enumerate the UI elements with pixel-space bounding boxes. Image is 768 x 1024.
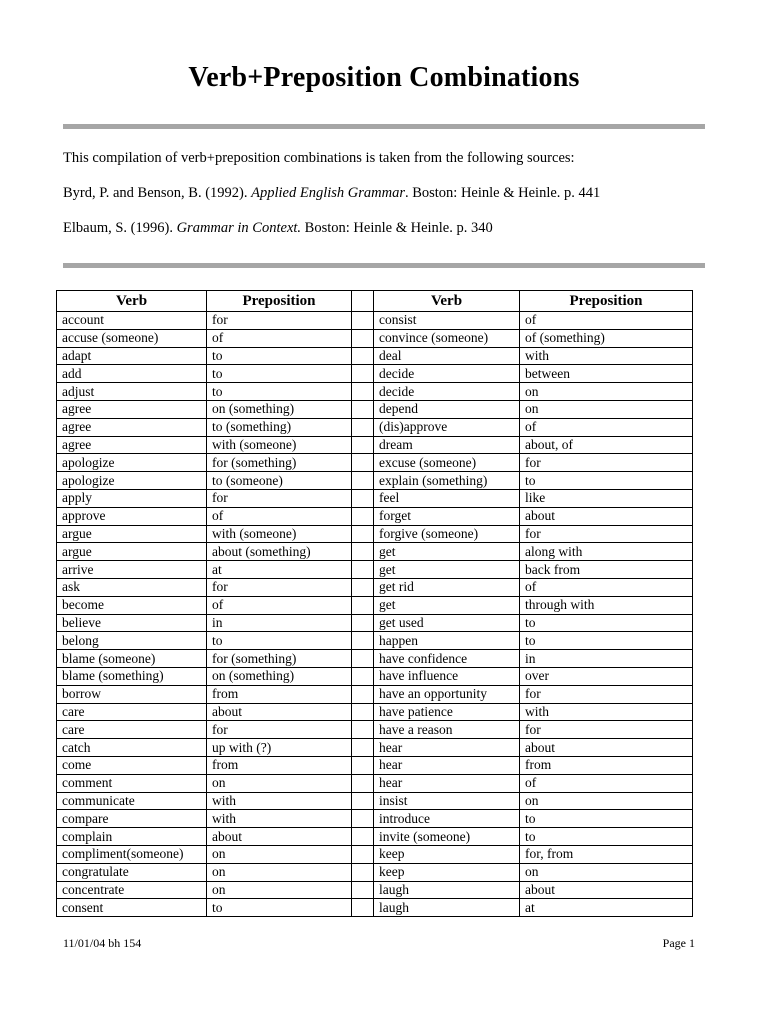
table-row [57, 365, 693, 383]
verb-cell: comment [57, 774, 207, 792]
spacer-cell [352, 312, 374, 330]
preposition-cell: with [520, 703, 693, 721]
verb-cell: feel [374, 489, 520, 507]
table-row [57, 383, 693, 401]
table-row [57, 632, 693, 650]
preposition-cell: for [207, 312, 352, 330]
verb-cell: blame (something) [57, 667, 207, 685]
spacer-cell [352, 685, 374, 703]
preposition-cell: from [520, 756, 693, 774]
verb-cell: apply [57, 489, 207, 507]
source-2-publisher: Boston: Heinle & Heinle. p. 340 [301, 220, 493, 236]
verb-cell: insist [374, 792, 520, 810]
verb-cell: forgive (someone) [374, 525, 520, 543]
verb-cell: congratulate [57, 863, 207, 881]
spacer-cell [352, 774, 374, 792]
spacer-cell [352, 383, 374, 401]
verb-cell: laugh [374, 899, 520, 917]
spacer-cell [352, 418, 374, 436]
verb-cell: care [57, 703, 207, 721]
preposition-cell: to [207, 365, 352, 383]
preposition-cell: with [207, 810, 352, 828]
document-title: Verb+Preposition Combinations [188, 62, 580, 93]
source-2-authors: Elbaum, S. (1996). [63, 220, 177, 236]
spacer-cell [352, 596, 374, 614]
column-header-verb-2: Verb [374, 291, 520, 312]
spacer-cell [352, 881, 374, 899]
preposition-cell: with [520, 347, 693, 365]
verb-cell: catch [57, 739, 207, 757]
preposition-cell: up with (?) [207, 739, 352, 757]
preposition-cell: of (something) [520, 329, 693, 347]
spacer-cell [352, 863, 374, 881]
spacer-cell [352, 667, 374, 685]
verb-cell: concentrate [57, 881, 207, 899]
verb-cell: ask [57, 578, 207, 596]
table-row [57, 436, 693, 454]
preposition-cell: of [520, 578, 693, 596]
verb-cell: compliment(someone) [57, 845, 207, 863]
preposition-cell: for [207, 721, 352, 739]
preposition-cell: for [207, 489, 352, 507]
spacer-cell [352, 828, 374, 846]
preposition-cell: in [520, 650, 693, 668]
preposition-cell: in [207, 614, 352, 632]
column-header-verb: Verb [57, 291, 207, 312]
preposition-cell: to (something) [207, 418, 352, 436]
verb-cell: apologize [57, 454, 207, 472]
preposition-cell: for [520, 721, 693, 739]
spacer-cell [352, 756, 374, 774]
verb-cell: care [57, 721, 207, 739]
preposition-cell: on (something) [207, 400, 352, 418]
preposition-cell: with [207, 792, 352, 810]
verb-cell: (dis)approve [374, 418, 520, 436]
preposition-cell: on [207, 863, 352, 881]
verb-cell: hear [374, 739, 520, 757]
verb-cell: borrow [57, 685, 207, 703]
table-row [57, 614, 693, 632]
verb-cell: decide [374, 365, 520, 383]
preposition-cell: on [520, 383, 693, 401]
table-header-row [57, 291, 693, 312]
verb-cell: complain [57, 828, 207, 846]
preposition-cell: to [207, 347, 352, 365]
preposition-cell: for [520, 525, 693, 543]
intro-text: This compilation of verb+preposition combinations is taken from the following sources: [63, 150, 575, 166]
spacer-cell [352, 525, 374, 543]
verb-cell: hear [374, 774, 520, 792]
preposition-cell: for [207, 578, 352, 596]
verb-cell: argue [57, 543, 207, 561]
footer-page-number: Page 1 [662, 936, 695, 950]
preposition-cell: on (something) [207, 667, 352, 685]
spacer-cell [352, 899, 374, 917]
verb-cell: have a reason [374, 721, 520, 739]
verb-cell: invite (someone) [374, 828, 520, 846]
spacer-cell [352, 347, 374, 365]
preposition-cell: along with [520, 543, 693, 561]
preposition-cell: through with [520, 596, 693, 614]
verb-cell: happen [374, 632, 520, 650]
preposition-cell: for [520, 685, 693, 703]
preposition-cell: of [207, 507, 352, 525]
preposition-cell: between [520, 365, 693, 383]
preposition-cell: from [207, 756, 352, 774]
preposition-cell: to [207, 899, 352, 917]
preposition-cell: to [520, 614, 693, 632]
table-row [57, 650, 693, 668]
verb-cell: come [57, 756, 207, 774]
preposition-cell: for (something) [207, 650, 352, 668]
spacer-cell [352, 507, 374, 525]
verb-cell: become [57, 596, 207, 614]
verb-cell: deal [374, 347, 520, 365]
table-row [57, 828, 693, 846]
preposition-cell: at [207, 561, 352, 579]
table-row [57, 312, 693, 330]
table-row [57, 347, 693, 365]
preposition-cell: on [207, 845, 352, 863]
spacer-cell [352, 561, 374, 579]
preposition-cell: of [520, 418, 693, 436]
table-row [57, 489, 693, 507]
verb-cell: hear [374, 756, 520, 774]
table-row [57, 400, 693, 418]
preposition-cell: to [520, 632, 693, 650]
preposition-cell: over [520, 667, 693, 685]
preposition-cell: with (someone) [207, 436, 352, 454]
preposition-cell: on [207, 774, 352, 792]
verb-cell: adjust [57, 383, 207, 401]
preposition-cell: about [520, 881, 693, 899]
table-row [57, 329, 693, 347]
verb-cell: get [374, 561, 520, 579]
verb-preposition-table [56, 290, 693, 917]
preposition-cell: for [520, 454, 693, 472]
table-body [57, 312, 693, 917]
source-2-title: Grammar in Context. [176, 220, 302, 236]
preposition-cell: to [520, 472, 693, 490]
verb-cell: get used [374, 614, 520, 632]
verb-cell: forget [374, 507, 520, 525]
spacer-cell [352, 703, 374, 721]
spacer-cell [352, 400, 374, 418]
table-row [57, 685, 693, 703]
verb-cell: agree [57, 400, 207, 418]
verb-cell: agree [57, 418, 207, 436]
verb-cell: get rid [374, 578, 520, 596]
spacer-cell [352, 650, 374, 668]
verb-cell: have patience [374, 703, 520, 721]
preposition-cell: about (something) [207, 543, 352, 561]
preposition-cell: for (something) [207, 454, 352, 472]
table-row [57, 863, 693, 881]
table-row [57, 881, 693, 899]
table-row [57, 810, 693, 828]
verb-cell: adapt [57, 347, 207, 365]
preposition-cell: from [207, 685, 352, 703]
column-header-preposition: Preposition [207, 291, 352, 312]
table-row [57, 472, 693, 490]
horizontal-rule-bottom [63, 263, 705, 268]
verb-cell: agree [57, 436, 207, 454]
preposition-cell: to [207, 632, 352, 650]
table-row [57, 507, 693, 525]
preposition-cell: to [207, 383, 352, 401]
table-row [57, 543, 693, 561]
verb-cell: add [57, 365, 207, 383]
spacer-cell [352, 329, 374, 347]
preposition-cell: of [520, 774, 693, 792]
verb-cell: apologize [57, 472, 207, 490]
verb-cell: excuse (someone) [374, 454, 520, 472]
preposition-cell: to [520, 810, 693, 828]
spacer-cell [352, 721, 374, 739]
verb-cell: dream [374, 436, 520, 454]
verb-cell: keep [374, 845, 520, 863]
verb-cell: get [374, 543, 520, 561]
verb-cell: laugh [374, 881, 520, 899]
source-1-publisher: . Boston: Heinle & Heinle. p. 441 [404, 185, 601, 201]
preposition-cell: to [520, 828, 693, 846]
spacer-cell [352, 454, 374, 472]
verb-cell: get [374, 596, 520, 614]
verb-cell: convince (someone) [374, 329, 520, 347]
verb-cell: believe [57, 614, 207, 632]
verb-cell: explain (something) [374, 472, 520, 490]
table-row [57, 899, 693, 917]
verb-cell: communicate [57, 792, 207, 810]
table-row [57, 845, 693, 863]
source-citation-1 [63, 185, 600, 202]
verb-cell: keep [374, 863, 520, 881]
spacer-cell [352, 739, 374, 757]
preposition-cell: about [207, 828, 352, 846]
spacer-cell [352, 436, 374, 454]
spacer-cell [352, 543, 374, 561]
verb-cell: accuse (someone) [57, 329, 207, 347]
preposition-cell: on [520, 863, 693, 881]
verb-cell: account [57, 312, 207, 330]
source-1-title: Applied English Grammar [251, 185, 405, 201]
verb-cell: decide [374, 383, 520, 401]
column-header-preposition-2: Preposition [520, 291, 693, 312]
preposition-cell: about [207, 703, 352, 721]
verb-cell: consent [57, 899, 207, 917]
verb-cell: have an opportunity [374, 685, 520, 703]
spacer-cell [352, 365, 374, 383]
preposition-cell: of [207, 596, 352, 614]
table-row [57, 703, 693, 721]
table-row [57, 792, 693, 810]
preposition-cell: about, of [520, 436, 693, 454]
spacer-cell [352, 489, 374, 507]
spacer-cell [352, 810, 374, 828]
verb-cell: introduce [374, 810, 520, 828]
preposition-cell: about [520, 507, 693, 525]
table-row [57, 667, 693, 685]
verb-cell: compare [57, 810, 207, 828]
spacer-cell [352, 614, 374, 632]
horizontal-rule-top [63, 124, 705, 129]
spacer-cell [352, 578, 374, 596]
preposition-cell: back from [520, 561, 693, 579]
preposition-cell: for, from [520, 845, 693, 863]
table-row [57, 525, 693, 543]
table-row [57, 596, 693, 614]
table-row [57, 756, 693, 774]
preposition-cell: with (someone) [207, 525, 352, 543]
table-row [57, 721, 693, 739]
verb-cell: have influence [374, 667, 520, 685]
verb-cell: consist [374, 312, 520, 330]
preposition-cell: at [520, 899, 693, 917]
preposition-cell: on [520, 400, 693, 418]
spacer-cell [352, 792, 374, 810]
table-row [57, 774, 693, 792]
preposition-cell: like [520, 489, 693, 507]
preposition-cell: about [520, 739, 693, 757]
table-row [57, 739, 693, 757]
verb-cell: approve [57, 507, 207, 525]
table-row [57, 561, 693, 579]
verb-cell: blame (someone) [57, 650, 207, 668]
verb-cell: arrive [57, 561, 207, 579]
preposition-cell: of [207, 329, 352, 347]
source-1-authors: Byrd, P. and Benson, B. (1992). [63, 185, 252, 201]
spacer-cell [352, 472, 374, 490]
preposition-cell: of [520, 312, 693, 330]
footer-date: 11/01/04 bh 154 [63, 936, 142, 950]
spacer-cell [352, 845, 374, 863]
preposition-cell: to (someone) [207, 472, 352, 490]
verb-cell: depend [374, 400, 520, 418]
verb-cell: argue [57, 525, 207, 543]
preposition-cell: on [207, 881, 352, 899]
verb-cell: belong [57, 632, 207, 650]
verb-cell: have confidence [374, 650, 520, 668]
table-row [57, 454, 693, 472]
source-citation-2 [63, 220, 493, 237]
column-header-spacer [352, 291, 374, 312]
preposition-cell: on [520, 792, 693, 810]
table-row [57, 418, 693, 436]
table-row [57, 578, 693, 596]
spacer-cell [352, 632, 374, 650]
